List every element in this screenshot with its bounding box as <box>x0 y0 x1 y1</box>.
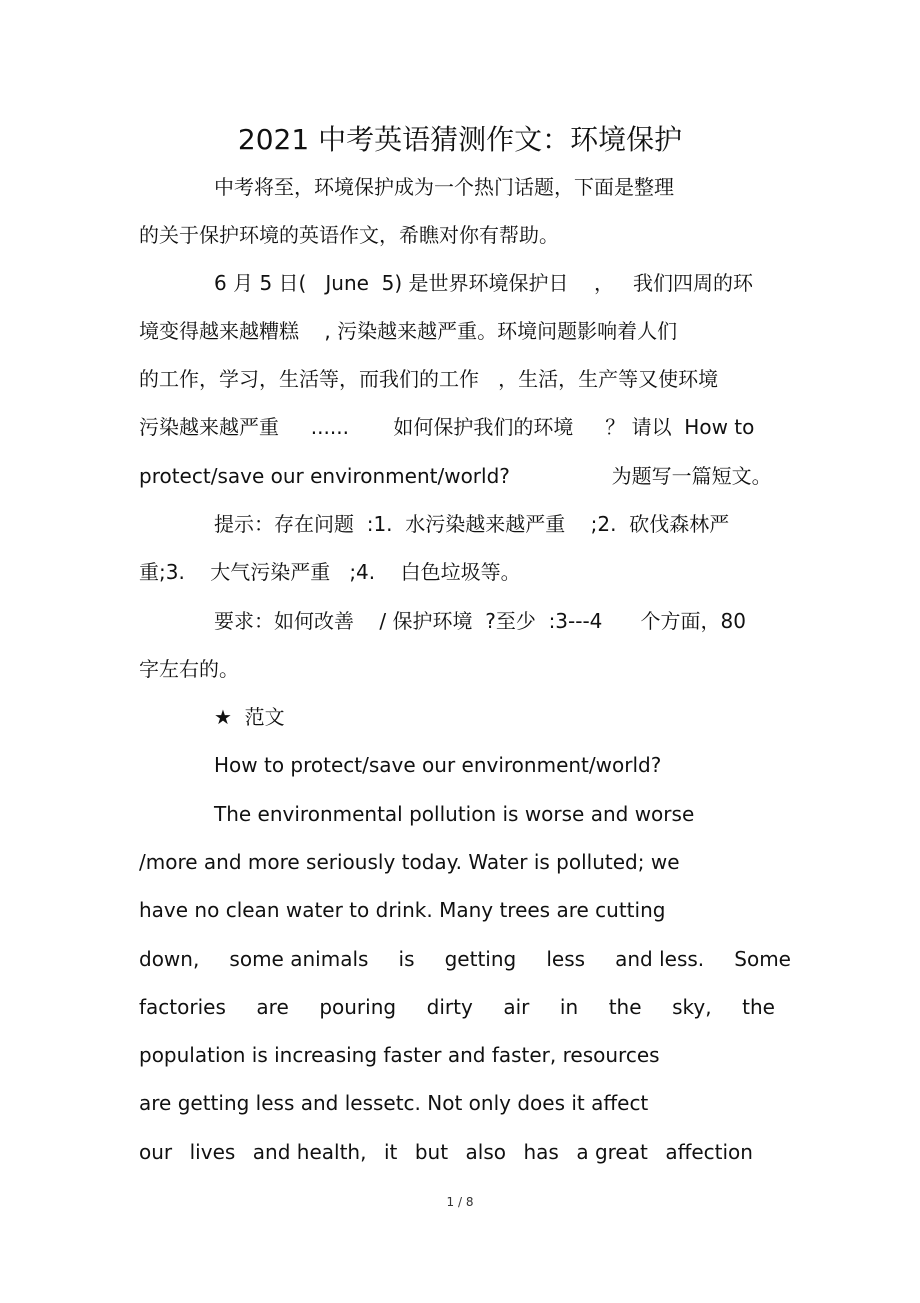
requirement-line-1: 要求：如何改善 / 保护环境 ?至少 :3---4 个方面，80 <box>214 609 747 633</box>
essay-line-8 <box>139 1137 753 1167</box>
task-line-4: 污染越来越严重 ...... 如何保护我们的环境 ？ 请以 How to <box>139 415 755 439</box>
word: less <box>546 947 586 971</box>
requirement-line-2: 字左右的。 <box>139 657 239 681</box>
essay-title: How to protect/save our environment/world? <box>214 753 662 777</box>
word: the <box>608 995 642 1019</box>
page-number: 1 / 8 <box>446 1195 474 1209</box>
sample-heading: ★ 范文 <box>214 705 285 729</box>
task-line-5: protect/save our environment/world? 为题写一篇短文。 <box>139 464 772 488</box>
word: is <box>398 947 415 971</box>
task-line-1: 6 月 5 日( June 5) 是世界环境保护日 ， 我们四周的环 <box>214 271 754 295</box>
word: Some <box>734 947 791 971</box>
essay-line-2: /more and more seriously today. Water is polluted; we <box>139 850 680 874</box>
word: the <box>742 995 775 1019</box>
word: are <box>256 995 289 1019</box>
word: a great <box>576 1140 648 1164</box>
word: our <box>139 1140 173 1164</box>
word: and less. <box>615 947 705 971</box>
word: down, <box>139 947 200 971</box>
essay-line-6: population is increasing faster and faster, resources <box>139 1043 660 1067</box>
task-line-2: 境变得越来越糟糕 , 污染越来越严重。环境问题影响着人们 <box>139 319 678 343</box>
word: but <box>414 1140 449 1164</box>
essay-line-5 <box>139 992 775 1022</box>
document-title: 2021 中考英语猜测作文：环境保护 <box>237 123 683 156</box>
intro-line-2: 的关于保护环境的英语作文，希瞧对你有帮助。 <box>139 223 559 247</box>
essay-line-1: The environmental pollution is worse and worse <box>214 802 695 826</box>
hint-line-1: 提示：存在问题 :1. 水污染越来越严重 ;2. 砍伐森林严 <box>214 512 730 536</box>
essay-line-3: have no clean water to drink. Many trees are cutting <box>139 898 666 922</box>
word: affection <box>665 1140 753 1164</box>
word: sky, <box>672 995 712 1019</box>
word: and health, <box>252 1140 367 1164</box>
word: factories <box>139 995 226 1019</box>
essay-line-7: are getting less and lessetc. Not only does it affect <box>139 1091 649 1115</box>
word: lives <box>189 1140 236 1164</box>
word: it <box>383 1140 398 1164</box>
essay-line-4 <box>139 944 791 974</box>
word: getting <box>444 947 517 971</box>
word: some animals <box>229 947 369 971</box>
word: has <box>523 1140 559 1164</box>
word: dirty <box>426 995 473 1019</box>
task-line-3: 的工作，学习，生活等，而我们的工作 ，生活，生产等又使环境 <box>139 367 719 391</box>
hint-line-2: 重;3. 大气污染严重 ;4. 白色垃圾等。 <box>139 560 521 584</box>
word: air <box>503 995 530 1019</box>
word: also <box>465 1140 506 1164</box>
word: pouring <box>319 995 397 1019</box>
intro-line-1: 中考将至，环境保护成为一个热门话题，下面是整理 <box>214 175 674 199</box>
word: in <box>559 995 579 1019</box>
